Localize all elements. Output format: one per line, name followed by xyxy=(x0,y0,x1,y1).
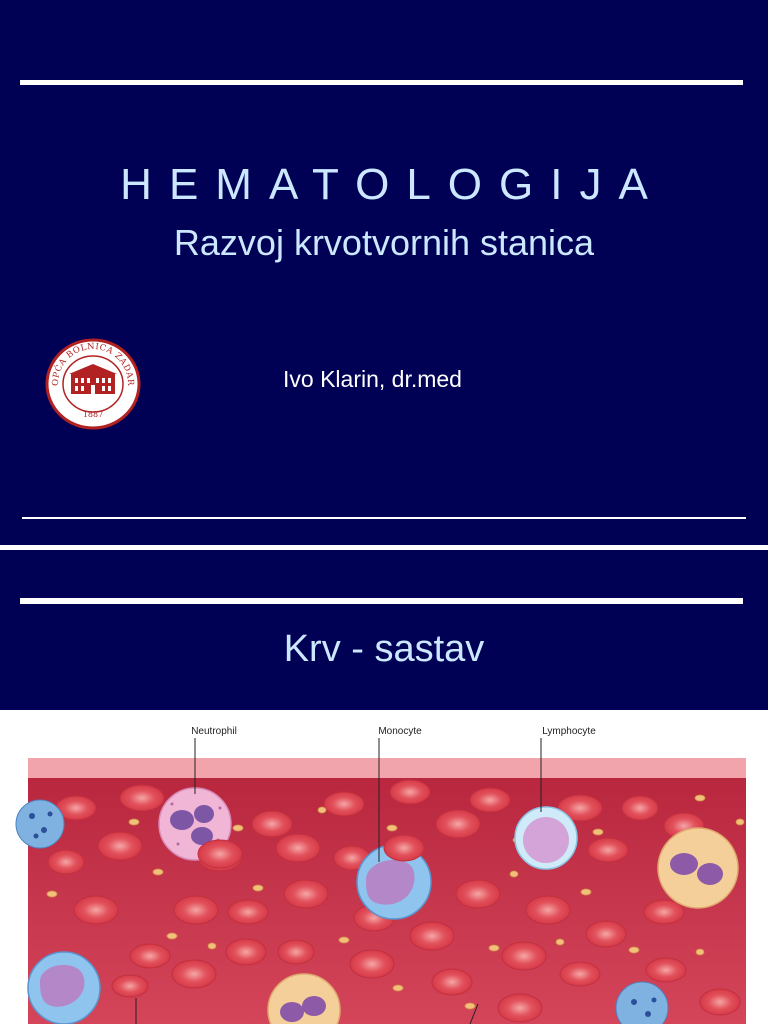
logo-ring-text: OPĆA BOLNICA ZADAR xyxy=(50,341,136,387)
logo-year: 1887 xyxy=(82,410,104,419)
slide-subtitle: Razvoj krvotvornih stanica xyxy=(173,222,595,263)
red-blood-cell-overlap xyxy=(384,835,424,861)
author-name: Ivo Klarin, dr.med xyxy=(283,366,462,392)
label-monocyte: Monocyte xyxy=(378,726,422,737)
hospital-logo xyxy=(45,338,141,430)
eosinophil-right xyxy=(658,828,738,908)
basophil-left xyxy=(16,800,64,848)
vessel-wall xyxy=(28,758,746,778)
slide-title: HEMATOLOGIJA xyxy=(120,160,665,209)
top-rule xyxy=(20,598,743,604)
blood-vessel-illustration xyxy=(0,712,768,1024)
top-rule xyxy=(20,80,743,85)
content-slide xyxy=(0,550,768,710)
bottom-rule xyxy=(22,517,746,519)
label-lymphocyte: Lymphocyte xyxy=(542,726,596,737)
slide-title: Krv - sastav xyxy=(283,628,485,670)
red-blood-cell-overlap xyxy=(198,840,242,868)
label-neutrophil: Neutrophil xyxy=(191,726,237,737)
lymphocyte-cell xyxy=(515,807,577,869)
monocyte-bottom-left xyxy=(28,952,100,1024)
